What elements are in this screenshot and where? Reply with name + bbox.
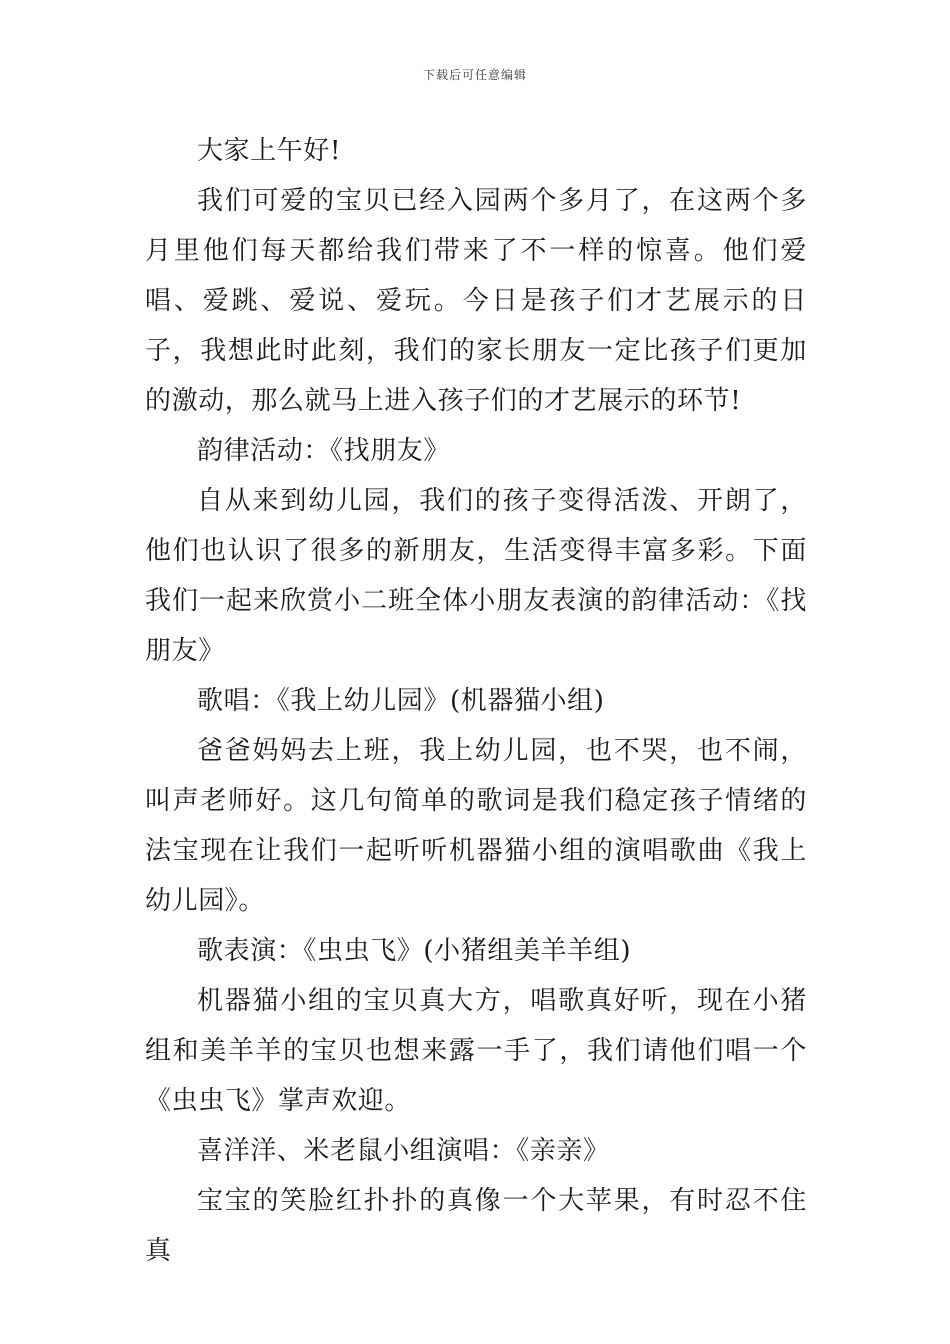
header-note: 下载后可任意编辑: [422, 68, 527, 82]
rhythm-paragraph: 自从来到幼儿园，我们的孩子变得活泼、开朗了，他们也认识了很多的新朋友，生活变得丰富多彩。下面我们一起来欣赏小二班全体小朋友表演的韵律活动：《找朋友》: [145, 486, 807, 666]
intro-paragraph: 我们可爱的宝贝已经入园两个多月了，在这两个多月里他们每天都给我们带来了不一样的惊喜。他们爱唱、爱跳、爱说、爱玩。今日是孩子们才艺展示的日子，我想此时此刻，我们的家长朋友一定比孩子们更加的激动，那么就马上进入孩子们的才艺展示的环节!: [145, 186, 807, 416]
section-heading-song-performance: 歌表演：《虫虫飞》(小猪组美羊羊组): [197, 936, 632, 966]
document-body: [145, 126, 807, 1276]
section-heading-singing: 歌唱：《我上幼儿园》(机器猫小组): [197, 686, 605, 716]
section-heading-rhythm: 韵律活动：《找朋友》: [197, 436, 451, 466]
kiss-paragraph: 宝宝的笑脸红扑扑的真像一个大苹果，有时忍不住真: [145, 1186, 807, 1266]
section-heading-kiss: 喜洋洋、米老鼠小组演唱：《亲亲》: [197, 1136, 610, 1166]
song-performance-paragraph: 机器猫小组的宝贝真大方，唱歌真好听，现在小猪组和美羊羊的宝贝也想来露一手了，我们请他们唱一个《虫虫飞》掌声欢迎。: [145, 986, 807, 1116]
greeting-paragraph: 大家上午好!: [197, 136, 342, 166]
singing-paragraph: 爸爸妈妈去上班，我上幼儿园，也不哭，也不闹，叫声老师好。这几句简单的歌词是我们稳定孩子情绪的法宝现在让我们一起听听机器猫小组的演唱歌曲《我上幼儿园》。: [145, 736, 807, 916]
